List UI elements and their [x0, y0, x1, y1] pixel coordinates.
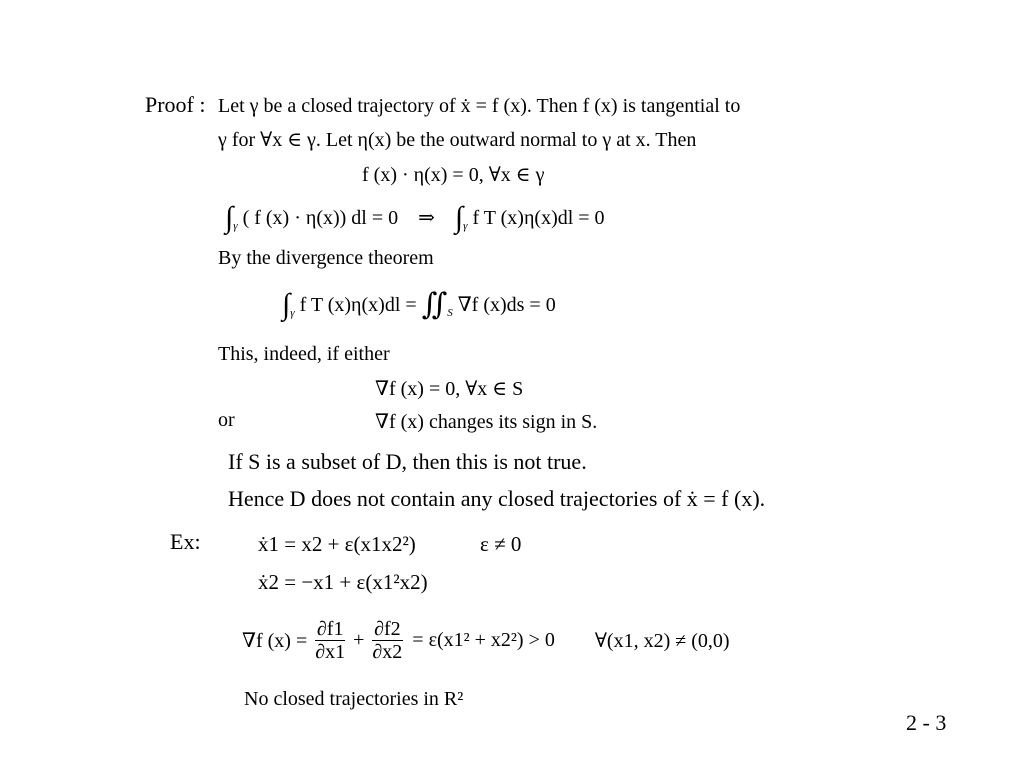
equation-zero-divergence: ∇f (x) = 0, ∀x ∈ S	[375, 378, 524, 400]
this-indeed-text: This, indeed, if either	[218, 343, 390, 365]
divergence-right-expression: ∇f (x)ds = 0	[457, 294, 556, 316]
equation-divergence	[282, 284, 556, 319]
implies-symbol: ⇒	[418, 207, 435, 229]
integral-subscript-3: γ	[290, 307, 295, 319]
equation-line-integral	[225, 198, 605, 232]
divergence-left-expression: f T (x)η(x)dl =	[299, 294, 417, 316]
integral-sign-3: ∫	[282, 288, 291, 321]
fraction-2-numerator: ∂f2	[374, 618, 401, 640]
example-div-rhs: = ε(x1² + x2²) > 0	[412, 629, 555, 651]
fraction-df1-dx1	[313, 618, 347, 663]
example-label: Ex:	[170, 529, 201, 554]
proof-line-1: Let γ be a closed trajectory of ẋ = f (x). Then f (x) is tangential to	[218, 95, 741, 117]
example-conclusion: No closed trajectories in R²	[244, 688, 464, 710]
equation-tangent: f (x) · η(x) = 0, ∀x ∈ γ	[362, 164, 545, 186]
proof-label: Proof :	[145, 92, 206, 117]
equation-sign-change: ∇f (x) changes its sign in S.	[375, 411, 598, 433]
double-integral-subscript: S	[447, 307, 453, 319]
double-integral-sign: ∬	[421, 288, 448, 321]
epsilon-condition: ε ≠ 0	[480, 532, 522, 556]
page-number: 2 - 3	[906, 710, 947, 735]
fraction-df2-dx2	[370, 618, 404, 663]
example-condition: ∀(x1, x2) ≠ (0,0)	[594, 630, 730, 652]
plus-sign: +	[353, 629, 365, 651]
integral-right-expression: f T (x)η(x)dl = 0	[472, 207, 605, 229]
example-div-lhs: ∇f (x) =	[242, 630, 308, 652]
or-text: or	[218, 409, 235, 431]
proof-line-2: γ for ∀x ∈ γ. Let η(x) be the outward normal to γ at x. Then	[218, 129, 697, 151]
integral-subscript-2: γ	[463, 220, 468, 232]
hence-text: Hence D does not contain any closed trajectories of ẋ = f (x).	[228, 486, 766, 511]
divergence-text: By the divergence theorem	[218, 247, 434, 269]
integral-subscript: γ	[233, 220, 238, 232]
if-subset-text: If S is a subset of D, then this is not true.	[228, 449, 587, 474]
fraction-2-denominator: ∂x2	[372, 641, 403, 663]
fraction-1-numerator: ∂f1	[316, 618, 344, 640]
fraction-1-denominator: ∂x1	[315, 641, 346, 663]
integral-left-expression: ( f (x) · η(x)) dl = 0	[242, 207, 399, 229]
example-equation-2: ẋ2 = −x1 + ε(x1²x2)	[258, 570, 428, 594]
integral-sign: ∫	[225, 201, 234, 234]
integral-sign-2: ∫	[454, 201, 464, 234]
example-divergence	[242, 618, 730, 663]
example-equation-1: ẋ1 = x2 + ε(x1x2²)	[258, 532, 416, 556]
